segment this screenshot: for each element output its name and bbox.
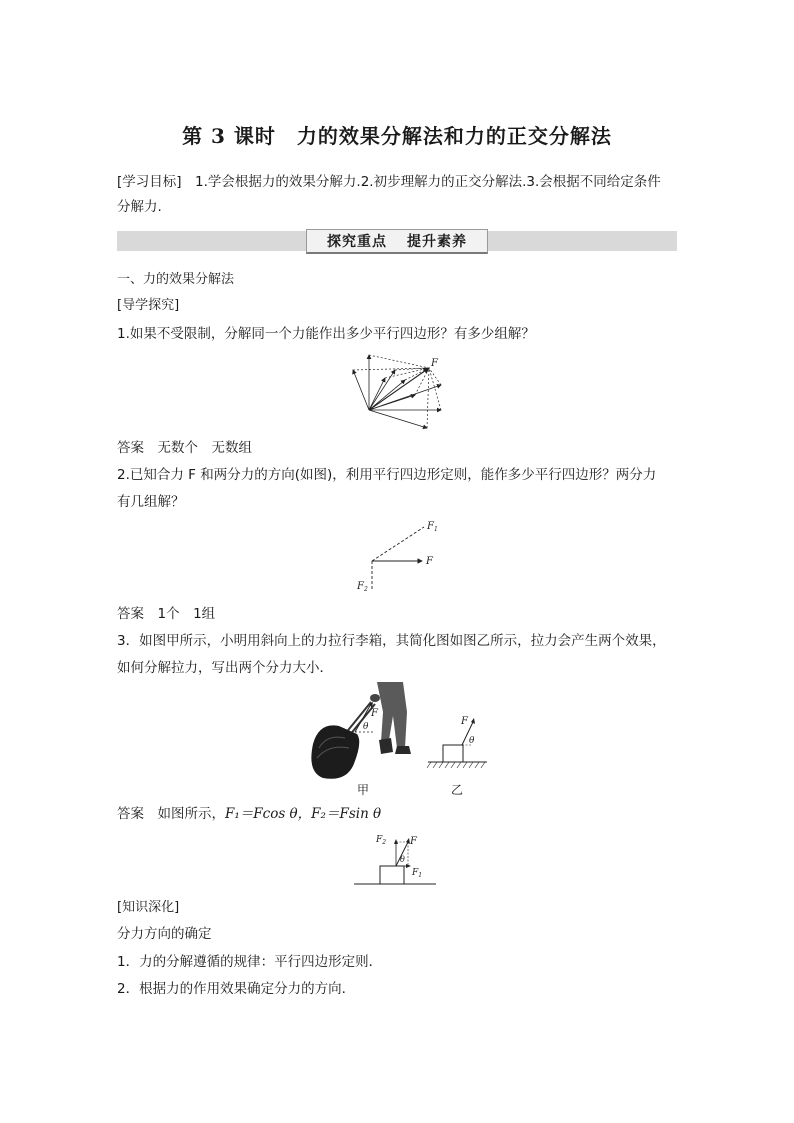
fig1-f-label: F xyxy=(431,358,438,369)
figure-jia-photo xyxy=(305,682,420,782)
answer-3-formula: F₁＝Fcos θ，F₂＝Fsin θ xyxy=(225,806,382,822)
figure-yi-diagram xyxy=(425,712,495,772)
fig-jia-f-label: F xyxy=(371,708,378,719)
guide-heading: [导学探究] xyxy=(117,298,180,313)
question-3-line1: 3．如图甲所示，小明用斜向上的力拉行李箱，其简化图如图乙所示，拉力会产生两个效果， xyxy=(117,633,666,649)
figure-jia-caption: 甲 xyxy=(357,783,370,797)
answer-1-label: 答案 xyxy=(117,440,144,456)
fig-ans-f-label: F xyxy=(410,836,417,847)
figure-yi-caption: 乙 xyxy=(451,783,464,797)
fig-yi-f-label: F xyxy=(461,716,468,727)
figure-given-directions xyxy=(350,515,450,597)
page-title: 第 3 课时 力的效果分解法和力的正交分解法 xyxy=(182,124,612,148)
question-1: 1.如果不受限制，分解同一个力能作出多少平行四边形？有多少组解？ xyxy=(117,326,535,342)
deepen-item-1: 1．力的分解遵循的规律：平行四边形定则． xyxy=(117,954,383,970)
objectives-line1 xyxy=(117,172,661,192)
banner-right-label: 提升素养 xyxy=(407,234,467,250)
answer-1-text: 无数个 无数组 xyxy=(157,440,252,456)
objectives-line2: 分解力. xyxy=(117,199,162,215)
deepen-subheading: 分力方向的确定 xyxy=(117,926,212,942)
fig2-f-label: F xyxy=(426,556,433,567)
deepen-item-2: 2．根据力的作用效果确定分力的方向． xyxy=(117,981,356,997)
deepen-heading: [知识深化] xyxy=(117,900,180,915)
fig2-f2-label: $F_2$ xyxy=(357,581,368,593)
section-banner xyxy=(306,229,488,254)
question-2-line1: 2.已知合力 F 和两分力的方向(如图)，利用平行四边形定则，能作多少平行四边形？两分力 xyxy=(117,467,657,483)
shoe-left xyxy=(379,738,393,754)
banner-left-label: 探究重点 xyxy=(327,234,387,250)
fig-yi-theta-label: θ xyxy=(469,736,475,746)
fig-ans-theta-label: θ xyxy=(400,855,405,864)
answer-2 xyxy=(117,604,215,624)
answer-2-text: 1个 1组 xyxy=(157,606,216,622)
fig2-f1-label: $F_1$ xyxy=(427,521,438,533)
fig-jia-theta-label: θ xyxy=(363,722,369,732)
question-3-line2: 如何分解拉力，写出两个分力大小． xyxy=(117,660,333,676)
fig-ans-f1-label: $F_1$ xyxy=(412,868,423,879)
section-heading: 一、力的效果分解法 xyxy=(117,272,235,287)
box-answer xyxy=(380,866,404,884)
answer-3 xyxy=(117,804,381,824)
shoe-right xyxy=(395,746,411,754)
answer-3-label: 答案 xyxy=(117,806,144,822)
answer-1 xyxy=(117,438,252,458)
question-2-line2: 有几组解？ xyxy=(117,494,185,510)
figure-many-parallelograms xyxy=(345,350,455,430)
objectives-text: 1.学会根据力的效果分解力.2.初步理解力的正交分解法.3.会根据不同给定条件 xyxy=(195,174,661,190)
fig-ans-f2-label: $F_2$ xyxy=(376,835,387,846)
objectives-label: [学习目标] xyxy=(117,174,182,190)
answer-3-prefix: 如图所示， xyxy=(157,806,225,822)
box-yi xyxy=(443,745,463,762)
answer-2-label: 答案 xyxy=(117,606,144,622)
figure-answer-decomposition xyxy=(350,826,442,890)
